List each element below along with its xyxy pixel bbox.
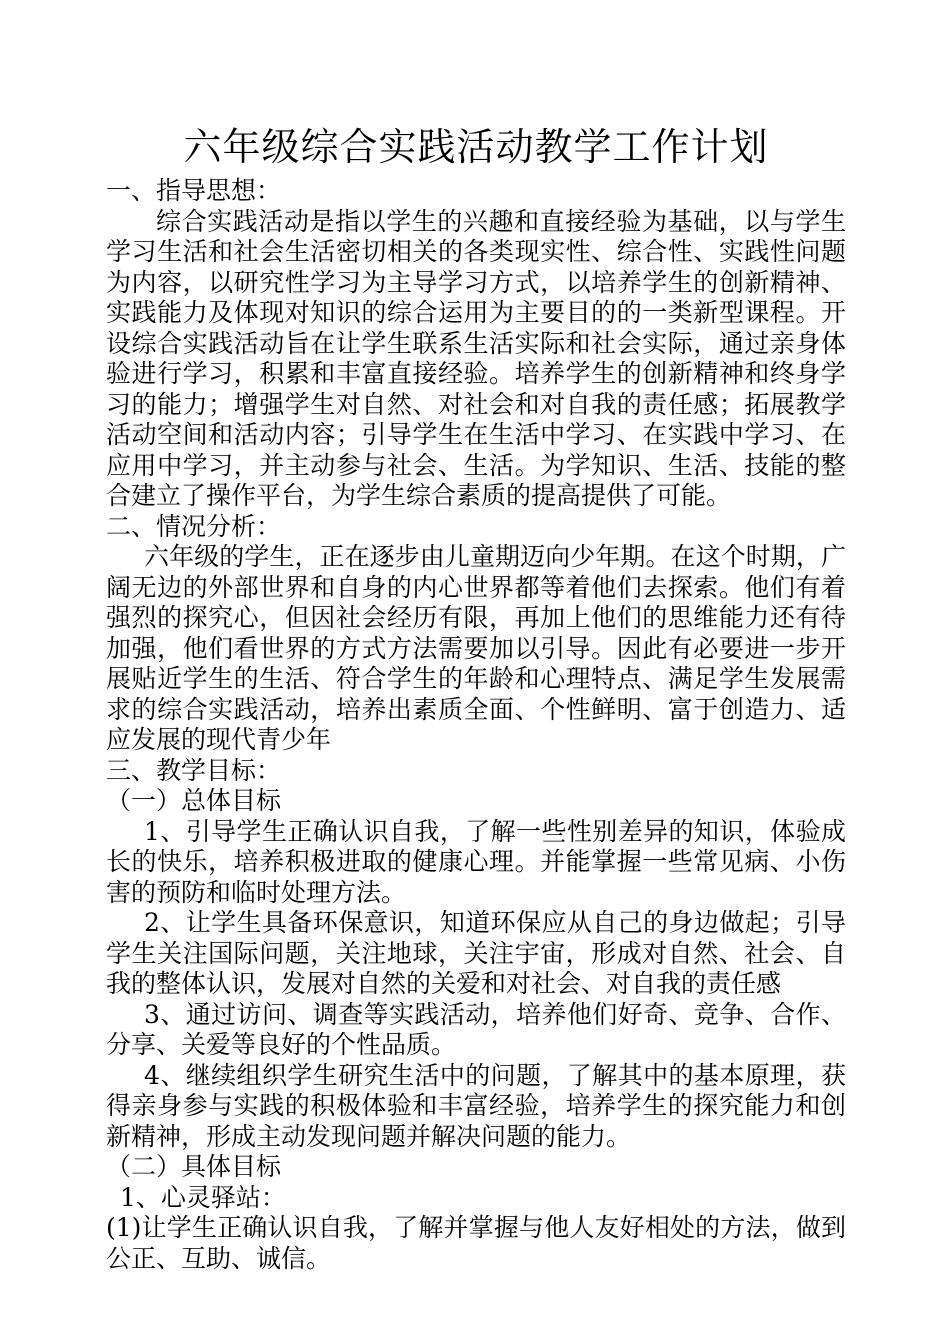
goal-item-4: 4、继续组织学生研究生活中的问题，了解其中的基本原理，获得亲身参与实践的积极体验和丰富经验，培养学生的探究能力和创新精神，形成主动发现问题并解决问题的能力。 xyxy=(106,1060,846,1151)
subheading-specific-goals: （二）具体目标 xyxy=(106,1152,282,1181)
section-heading-teaching-goals: 三、教学目标： xyxy=(106,755,282,785)
document-page xyxy=(106,118,846,1274)
paragraph-situation-analysis: 六年级的学生，正在逐步由儿童期迈向少年期。在这个时期，广阔无边的外部世界和自身的内心世界都等着他们去探索。他们有着强烈的探究心，但因社会经历有限，再加上他们的思维能力还有待加强，他们看世界的方式方法需要加以引导。因此有必要进一步开展贴近学生的生活、符合学生的年龄和心理特点、满足学生发展需求的综合实践活动，培养出素质全面、个性鲜明、富于创造力、适应发展的现代青少年 xyxy=(106,542,846,754)
document-title: 六年级综合实践活动教学工作计划 xyxy=(183,125,769,169)
goal-item-2: 2、让学生具备环保意识，知道环保应从自己的身边做起；引导学生关注国际问题，关注地球，关注宇宙，形成对自然、社会、自我的整体认识，发展对自然的关爱和对社会、对自我的责任感 xyxy=(106,908,846,998)
item-point-1-1: (1)让学生正确认识自我，了解并掌握与他人友好相处的方法，做到公正、互助、诚信。 xyxy=(106,1213,846,1273)
section-heading-guiding-ideology: 一、指导思想： xyxy=(106,176,282,205)
document-body xyxy=(106,176,846,1274)
goal-item-3: 3、通过访问、调查等实践活动，培养他们好奇、竞争、合作、分享、关爱等良好的个性品质。 xyxy=(106,999,846,1059)
goal-item-1: 1、引导学生正确认识自我，了解一些性别差异的知识，体验成长的快乐，培养积极进取的健康心理。并能掌握一些常见病、小伤害的预防和临时处理方法。 xyxy=(106,816,846,907)
paragraph-guiding-ideology: 综合实践活动是指以学生的兴趣和直接经验为基础，以与学生学习生活和社会生活密切相关的各类现实性、综合性、实践性问题为内容，以研究性学习为主导学习方式，以培养学生的创新精神、实践能力及体现对知识的综合运用为主要目的的一类新型课程。开设综合实践活动旨在让学生联系生活实际和社会实际，通过亲身体验进行学习，积累和丰富直接经验。培养学生的创新精神和终身学习的能力；增强学生对自然、对社会和对自我的责任感；拓展教学活动空间和活动内容；引导学生在生活中学习、在实践中学习、在应用中学习，并主动参与社会、生活。为学知识、生活、技能的整合建立了操作平台，为学生综合素质的提高提供了可能。 xyxy=(106,206,846,510)
item-heading-heart-station: 1、心灵驿站： xyxy=(120,1182,286,1212)
section-heading-situation-analysis: 二、情况分析： xyxy=(106,511,282,541)
subheading-overall-goals: （一）总体目标 xyxy=(106,786,282,815)
